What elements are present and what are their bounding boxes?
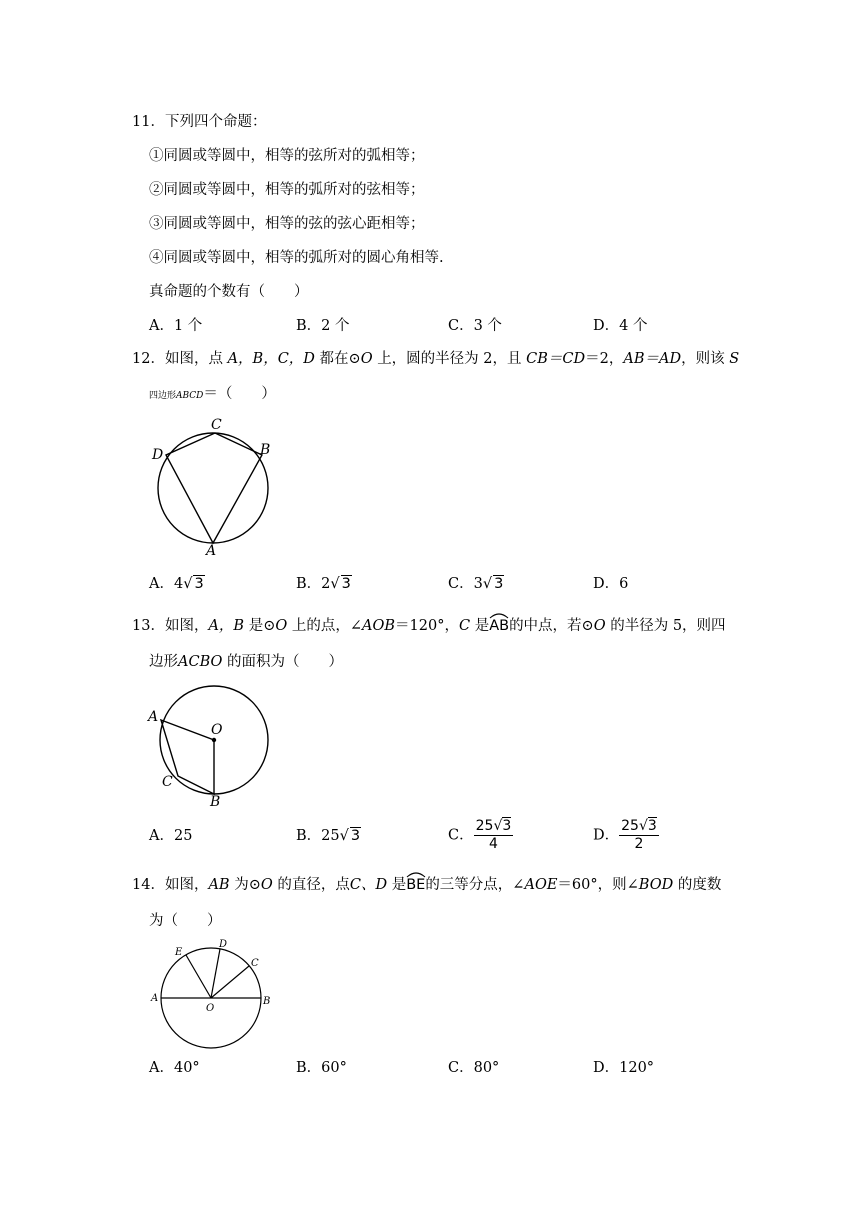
- q12-figure: [150, 412, 275, 560]
- q13-stem-line2: 边形ACBO 的面积为（ ）: [149, 654, 343, 670]
- q13-center-dot: [212, 738, 216, 742]
- q14-option-b: B．60°: [296, 1060, 347, 1076]
- q13-stem: 13．如图，A，B 是⊙O 上的点，∠AOB＝120°，C 是AB 的中点，若⊙O 的半径为 5，则四: [132, 616, 726, 636]
- q14-label-b: B: [263, 996, 271, 1007]
- q13-figure: [146, 680, 274, 812]
- q11-option-c: C．3 个: [448, 318, 502, 334]
- q12-option-c: C．3√ 3: [448, 576, 504, 592]
- q12-option-a: A．4√ 3: [149, 576, 204, 592]
- q14-label-d: D: [219, 939, 228, 950]
- q14-option-d: D．120°: [593, 1060, 655, 1076]
- q12-label-a: A: [206, 543, 217, 559]
- q14-stem: 14．如图，AB 为⊙O 的直径，点C、D 是BE 的三等分点，∠AOE＝60°，则∠BOD 的度数: [132, 875, 721, 895]
- q13-option-b: B．25√ 3: [296, 828, 361, 844]
- q14-figure: [146, 936, 276, 1056]
- q14-label-c: C: [251, 958, 259, 969]
- q13-arc-ab: AB: [489, 618, 509, 634]
- q11-option-b: B．2 个: [296, 318, 350, 334]
- q12-stem: 12．如图，点 A，B，C，D 都在⊙O 上，圆的半径为 2，且 CB＝CD＝2，AB＝AD，则该 S: [132, 351, 740, 367]
- q13-option-d: D． $\frac{25√3}{2}$: [593, 818, 657, 852]
- q14-radius-od: [211, 949, 220, 998]
- q11-item-1: ①同圆或等圆中，相等的弦所对的弧相等；: [149, 148, 425, 164]
- q13-label-b: B: [210, 794, 221, 810]
- q13-label-o: O: [211, 722, 223, 738]
- q14-label-o: O: [206, 1003, 215, 1014]
- q13-label-a: A: [148, 709, 159, 725]
- q11-stem: 11．下列四个命题：: [132, 114, 267, 130]
- q14-arc-be: BE: [406, 877, 425, 893]
- q14-label-a: A: [151, 993, 159, 1004]
- q12-option-d: D．6: [593, 576, 629, 592]
- q13-label-c: C: [162, 774, 173, 790]
- q11-item-3: ③同圆或等圆中，相等的弦的弦心距相等；: [149, 216, 425, 232]
- q11-ask: 真命题的个数有（ ）: [149, 284, 309, 300]
- q14-radius-oc: [211, 966, 249, 998]
- q12-label-d: D: [152, 447, 164, 463]
- q12-stem-line2: 四边形ABCD＝（ ）: [149, 386, 276, 402]
- q14-label-e: E: [175, 947, 183, 958]
- q12-quadrilateral: [166, 433, 262, 543]
- q14-radius-oe: [186, 955, 211, 998]
- q13-option-c: C． $\frac{25√3}{4}$: [448, 818, 512, 852]
- q12-label-c: C: [211, 417, 222, 433]
- q11-item-2: ②同圆或等圆中，相等的弧所对的弦相等；: [149, 182, 425, 198]
- q12-option-b: B．2√ 3: [296, 576, 351, 592]
- q12-label-b: B: [260, 442, 271, 458]
- q11-item-4: ④同圆或等圆中，相等的弧所对的圆心角相等.: [149, 250, 444, 266]
- q11-option-d: D．4 个: [593, 318, 648, 334]
- q14-option-c: C．80°: [448, 1060, 500, 1076]
- q11-option-a: A．1 个: [149, 318, 203, 334]
- q14-option-a: A．40°: [149, 1060, 200, 1076]
- q13-option-a: A．25: [149, 828, 193, 844]
- q14-stem-line2: 为（ ）: [149, 913, 222, 929]
